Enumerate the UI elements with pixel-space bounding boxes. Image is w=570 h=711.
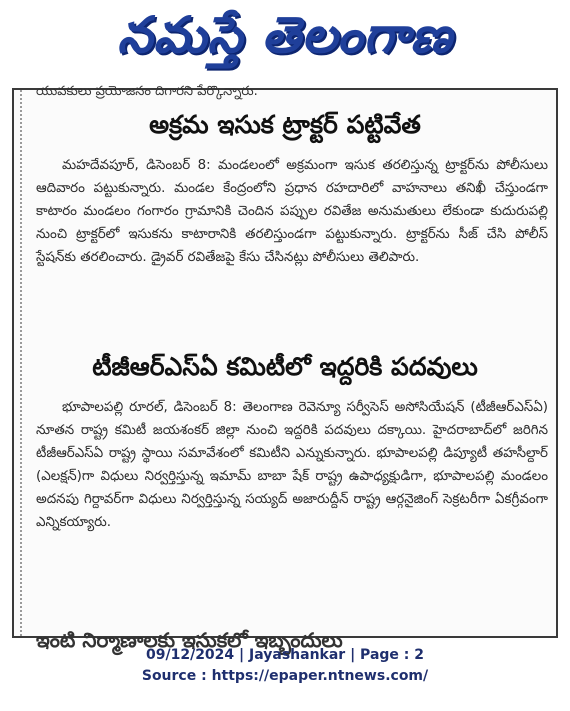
cut-text-top: యువకులు ప్రయోజనం దిగారని పేర్కొన్నారు. (36, 84, 258, 99)
article1-body: మహదేవపూర్, డిసెంబర్ 8: మండలంలో అక్రమంగా ఇసుక తరలిస్తున్న ట్రాక్టర్‌ను పోలీసులు ఆదివారం పట్టుకున్నారు. మండల కేంద్రంలోని ప్రధాన రహదారిలో వాహనాలు తనిఖీ చేస్తుండగా కాటారం మండలం గంగారం గ్రామానికి చెందిన పప్పుల రవితేజ అనుమతులు లేకుండా కుదురుపల్లి నుంచి ట్రాక్టర్‌లో ఇసుకను కాటారానికి తరలిస్తుండగా పట్టుకున్నారు. ట్రాక్టర్‌ను సీజ్ చేసి పోలీస్ స్టేషన్‌కు తరలించారు. డ్రైవర్ రవితేజపై కేసు చేసినట్లు పోలీసులు తెలిపారు. (36, 158, 548, 265)
article2-body: భూపాలపల్లి రూరల్, డిసెంబర్ 8: తెలంగాణ రెవెన్యూ సర్వీసెస్ అసోసియేషన్ (టీజీఆర్ఎస్ఏ) నూతన రాష్ట్ర కమిటీ జయశంకర్ జిల్లా నుంచి ఇద్దరికి పదవులు దక్కాయి. హైదరాబాద్‌లో జరిగిన టీజీఆర్ఎస్ఏ రాష్ట్ర స్థాయి సమావేశంలో కమిటీని ఎన్నుకున్నారు. భూపాలపల్లి డిప్యూటీ తహసీల్దార్ (ఎలక్షన్)గా విధులు నిర్వర్తిస్తున్న ఇమామ్ బాబా షేక్ రాష్ట్ర ఉపాధ్యక్షుడిగా, భూపాలపల్లి మండలం అదనపు గిర్దావర్‌గా విధులు నిర్వర్తిస్తున్న సయ్యద్ అజారుద్దీన్ రాష్ట్ర ఆర్గనైజింగ్ సెక్రటరీగా ఏకగ్రీవంగా ఎన్నికయ్యారు. (36, 400, 548, 530)
article2-headline: టీజీఆర్ఎస్ఏ కమిటీలో ఇద్దరికి పదవులు (92, 352, 478, 381)
article1-headline: అక్రమ ఇసుక ట్రాక్టర్ పట్టివేత (149, 110, 421, 139)
edition-info: 09/12/2024 | Jayashankar | Page : 2 (146, 647, 424, 663)
cut-text-bottom: ఇంటి నిర్మాణాలకు ఇసుకలో ఇబ్బందులు (36, 628, 343, 652)
clip-footer (0, 645, 570, 687)
source-link[interactable]: Source : https://epaper.ntnews.com/ (141, 668, 429, 684)
news-clipping (12, 84, 558, 652)
masthead (0, 0, 570, 82)
newspaper-logo: నమస్తే తెలంగాణ (117, 5, 453, 64)
